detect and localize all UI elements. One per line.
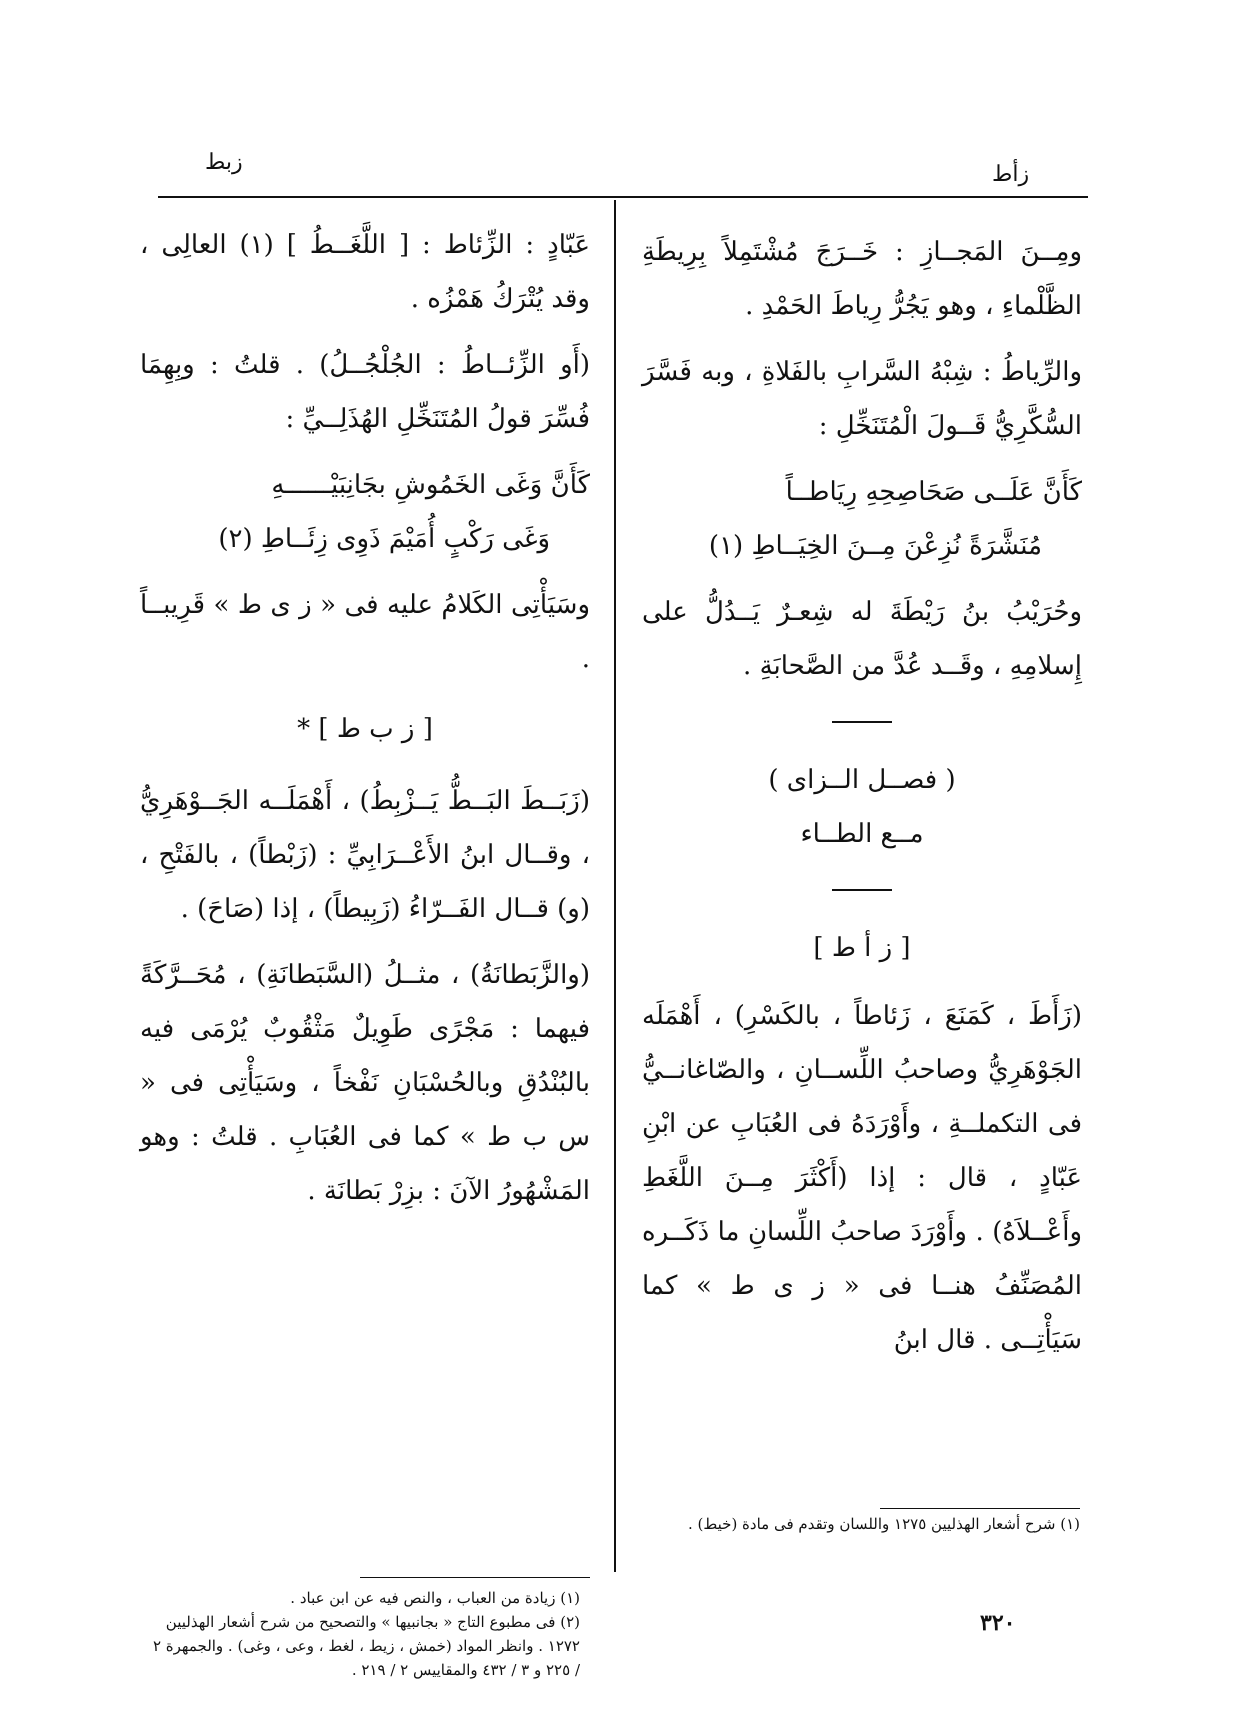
header-rule	[158, 196, 1088, 198]
verse-line: وَغَى رَكْبٍ أُمَيْمَ ذَوِى زِئَــاطِ (٢)	[218, 524, 550, 554]
footnote: (١) زيادة من العباب ، والنص فيه عن ابن عباد .	[290, 1589, 580, 1607]
verse-line: كَأَنَّ عَلَــى صَحَاصِحِهِ رِيَاطــاً	[785, 477, 1082, 507]
footnotes-left	[150, 1586, 580, 1682]
paragraph: وحُرَيْبُ بنُ رَيْطَةَ له شِعـرٌ يَــدُلُّ على إِسلامِهِ ، وقَــد عُدَّ من الصَّحابَةِ .	[642, 597, 1082, 681]
paragraph: (زَبَــطَ البَــطُّ يَــزْبِطُ) ، أَهْمَلَــه الجَــوْهَرِيُّ ، وقــال ابنُ الأَعْــرَابِيِّ : (زَبْطاً) ، بالفَتْحِ ، (و) قــال الفَــرّاءُ (زَبِيطاً) ، إذا (صَاحَ) .	[140, 786, 590, 924]
section-subtitle: مــع الطــاء	[800, 819, 924, 849]
section-separator	[832, 889, 892, 891]
footnote: (٢) فى مطبوع التاج « بجانبيها » والتصحيح من شرح أشعار الهذليين ١٢٧٢ . وانظر المواد (خمش ، زيط ، لغط ، وعى ، وغى) . والجمهرة ٢ / ٢٢٥ و ٣ / ٤٣٢ والمقاييس ٢ / ٢١٩ .	[152, 1613, 580, 1679]
paragraph: ومِــنَ المَجــازِ : خَــرَجَ مُشْتَمِلاً بِرِيطَةِ الظَّلْماءِ ، وهو يَجُرُّ رِياطَ الحَمْدِ .	[642, 237, 1082, 321]
running-header-left: زبط	[205, 150, 243, 175]
paragraph: (أَو الزِّئــاطُ : الجُلْجُــلُ) . قلتُ : وبِهِمَا فُسِّرَ قولُ المُتَنَخِّلِ الهُذَلِــيِّ :	[140, 350, 590, 434]
section-separator	[832, 721, 892, 723]
running-header-right: زأط	[992, 162, 1030, 187]
paragraph: (زَأَطَ ، كَمَنَعَ ، زَئاطاً ، بالكَسْرِ) ، أَهْمَلَه الجَوْهَرِيُّ وصاحبُ اللِّســانِ ، والصّاغانــيُّ فى التكملــةِ ، وأَوْرَدَهُ فى العُبَابِ عن ابْنِ عَبّادٍ ، قال : إذا (أَكْثَرَ مِــنَ اللَّغَطِ وأَعْــلاَهُ) . وأَوْرَدَ صاحبُ اللِّسانِ ما ذَكَــره المُصَنِّفُ هنــا فى « ز ى ط » كما سَيَأْتِــى . قال ابنُ	[642, 1001, 1082, 1355]
paragraph: عَبّادٍ : الزِّئاط : [ اللَّغَــطُ ] (١) العالِى ، وقد يُتْرَكُ هَمْزُه .	[140, 230, 590, 314]
right-column	[642, 225, 1082, 1379]
footnote-rule	[360, 1577, 590, 1578]
column-divider	[614, 200, 616, 1572]
verse-line: كَأَنَّ وَغَى الخَمُوشِ بجَانِبَيْــــــهِ	[271, 470, 590, 500]
paragraph: وسَيَأْتِى الكَلامُ عليه فى « ز ى ط » قَرِيبــاً .	[140, 590, 590, 674]
verse-line: مُنَشَّرَةً نُزِعْنَ مِــنَ الخِيَــاطِ (١)	[708, 531, 1042, 561]
page-number: ٣٢٠	[980, 1610, 1016, 1636]
section-title: ( فصــل الــزاى )	[768, 765, 956, 795]
footnotes-right	[640, 1512, 1080, 1536]
paragraph: والرِّياطُ : شِبْهُ السَّرابِ بالفَلاةِ ، وبه فَسَّرَ السُّكَّرِيُّ قَــولَ الْمُتَنَخِّلِ :	[642, 357, 1082, 441]
footnote: (١) شرح أشعار الهذليين ١٢٧٥ واللسان وتقدم فى مادة (خيط) .	[688, 1515, 1080, 1533]
entry-heading: [ ز ب ط ] *	[297, 714, 433, 744]
paragraph: (والزَّبَطانَةُ) ، مثــلُ (السَّبَطانَةِ) ، مُحَــرَّكَةً فيهما : مَجْرًى طَوِيلٌ مَثْقُوبٌ يُرْمَى فيه بالبُنْدُقِ وبالحُسْبَانِ نَفْخاً ، وسَيَأْتِى فى « س ب ط » كما فى العُبَابِ . قلتُ : وهو المَشْهُورُ الآنَ : بزِرْ بَطانَة .	[140, 960, 590, 1206]
entry-heading: [ ز أ ط ]	[813, 933, 911, 963]
left-column	[140, 218, 590, 1230]
footnote-rule	[880, 1508, 1080, 1509]
